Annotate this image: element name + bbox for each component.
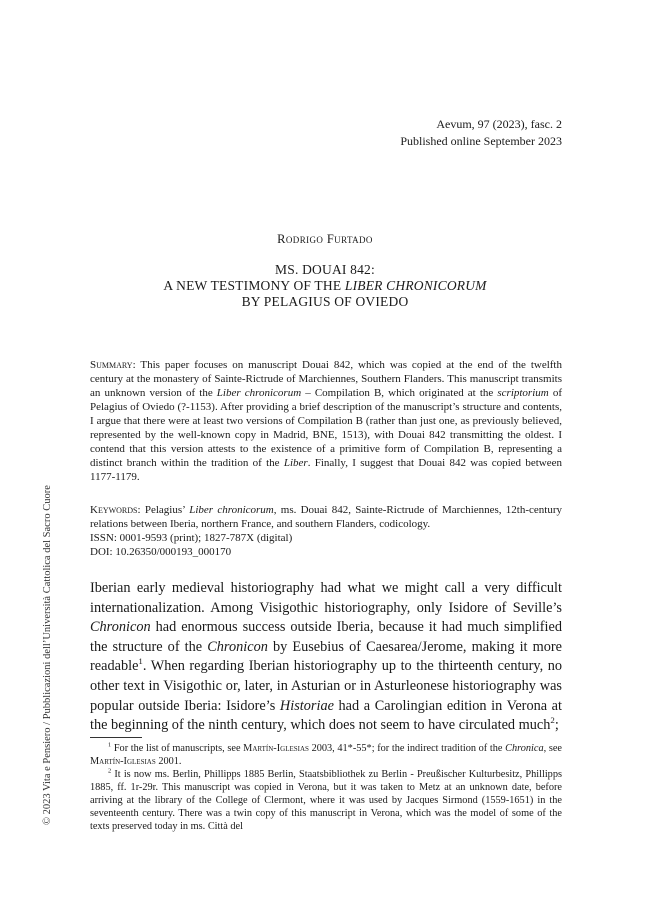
footnote-2: $^2$ It is now ms. Berlin, Phillipps 1885 Berlin, Staatsbibliothek zu Berlin - Preußischer Kulturbesitz, Phillipps 1885, ff. 1r-29r. This manuscript was copied in Verona, but it was taken to Metz at an unknown date, before arriving at the library of the College of Clermont, where it was used by Jacques Sirmond (1559-1651) in the seventeenth century. There was a twin copy of this manuscript in Verona, which was the model of some of the texts preserved today in ms. Città del (90, 767, 562, 832)
body-text: Iberian early medieval historiography had what we might call a very difficult internationalization. Among Visigothic historiography, only Isidore of Seville’s Chronicon had enormous success outside Iberia, because it had much simplified the structure of the Chronicon by Eusebius of Caesarea/Jerome, making it more readable$^1$. When regarding Iberian historiography up to the thirteenth century, no other text in Visigothic or, later, in Asturian or in Asturleonese historiography was popular outside Iberia: Isidore’s Historiae had a Carolingian edition in Verona at the beginning of the ninth century, which does not seem to have circulated much$^2$; (90, 580, 562, 734)
footnote-ref-1[interactable]: 1 (138, 656, 143, 667)
author-name: Rodrigo Furtado (277, 232, 373, 246)
journal-info (400, 116, 562, 150)
title-line-3: BY PELAGIUS OF OVIEDO (241, 294, 409, 309)
doi: DOI: 10.26350/000193_000170 (90, 546, 232, 558)
footnote-1: $^1$ For the list of manuscripts, see Martín-Iglesias 2003, 41*-55*; for the indirect tradition of the Chronica, see Martín-Iglesias 2001. (90, 741, 562, 767)
paper-title (0, 262, 650, 310)
footnotes (90, 742, 562, 833)
abstract-label: Summary: (90, 359, 136, 371)
abstract: Summary: This paper focuses on manuscript Douai 842, which was copied at the end of the twelfth century at the monastery of Sainte-Rictrude of Marchiennes, Southern Flanders. This manuscript transmits an unknown version of the Liber chronicorum – Compilation B, which originated at the scriptorium of Pelagius of Oviedo (?-1153). After providing a brief description of the manuscript’s structure and contents, I argue that there were at least two versions of Compilation B (rather than just one, as previously believed, represented by the well-known copy in Madrid, BNE, 1513), with Douai 842 transmitting the oldest. I contend that this version attests to the existence of a primitive form of Compilation B, representing a distinct branch within the tradition of the Liber. Finally, I suggest that Douai 842 was copied between 1177-1179. (90, 359, 562, 483)
copyright-sidebar: © 2023 Vita e Pensiero / Pubblicazioni dell’Università Cattolica del Sacro Cuore (42, 485, 53, 825)
keywords: Keywords: Pelagius’ Liber chronicorum, ms. Douai 842, Sainte-Rictrude of Marchiennes, 12th-century relations between Iberia, northern France, and southern Flanders, codicology. (90, 504, 563, 530)
title-line-1: MS. DOUAI 842: (275, 262, 375, 277)
title-line-2: A NEW TESTIMONY OF THE LIBER CHRONICORUM (163, 278, 487, 293)
footnote-ref-2[interactable]: 2 (550, 715, 555, 726)
issn: ISSN: 0001-9593 (print); 1827-787X (digital) (90, 532, 293, 544)
footnote-divider (90, 737, 142, 738)
journal-citation: Aevum, 97 (2023), fasc. 2 (436, 117, 562, 131)
keywords-block (90, 503, 562, 559)
keywords-label: Keywords: (90, 504, 141, 516)
publication-date: Published online September 2023 (400, 134, 562, 148)
